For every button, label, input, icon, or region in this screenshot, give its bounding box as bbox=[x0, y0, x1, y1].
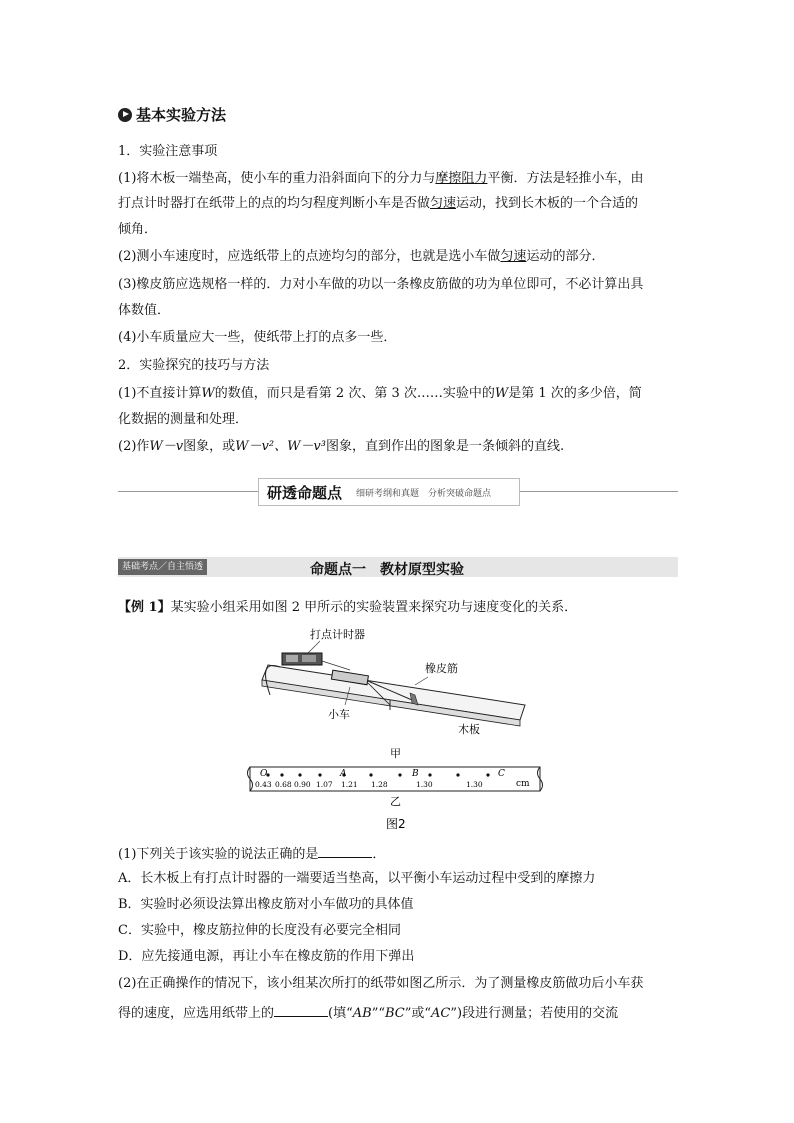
leader-line bbox=[415, 677, 428, 685]
text-span: (1)下列关于该实验的说法正确的是 bbox=[118, 847, 319, 862]
topic-header-bar bbox=[118, 557, 678, 577]
figure-caption: 图2 bbox=[386, 817, 406, 831]
text-span: (2)测小车速度时，应选纸带上的点迹均匀的部分，也就是选小车做 bbox=[118, 249, 501, 264]
label-timer: 打点计时器 bbox=[310, 628, 365, 641]
tape-point-label: O bbox=[260, 769, 268, 779]
math-segment: BC bbox=[384, 1006, 405, 1021]
text-span: 的数值，而只是看第 2 次、第 3 次……实验中的 bbox=[214, 386, 495, 401]
math-segment: AC bbox=[431, 1006, 451, 1021]
item1-title: 1．实验注意事项 bbox=[118, 144, 218, 159]
tape-interval-value: 1.30 bbox=[416, 780, 433, 789]
leader-line bbox=[308, 641, 320, 653]
text-span: 图象，直到作出的图象是一条倾斜的直线. bbox=[326, 439, 565, 454]
play-circle-icon bbox=[118, 108, 132, 122]
example-line bbox=[118, 599, 678, 616]
item1-p2 bbox=[118, 248, 678, 265]
text-span: 运动的部分． bbox=[526, 249, 605, 264]
label-rubber-band: 橡皮筋 bbox=[425, 662, 458, 675]
tape-dot bbox=[280, 773, 283, 776]
text-span: 打点计时器打在纸带上的点的均匀程度判断小车是否做 bbox=[118, 196, 431, 211]
math-w: W bbox=[494, 386, 509, 401]
underlined-answer: 匀速 bbox=[500, 249, 527, 264]
tape-interval-value: 1.07 bbox=[316, 780, 333, 789]
tape-dot bbox=[486, 773, 489, 776]
tape-point-label: B bbox=[412, 769, 419, 779]
topic-title: 命题点一 教材原型实验 bbox=[310, 562, 464, 578]
text-span: ”或“ bbox=[404, 1006, 432, 1021]
example-text: 某实验小组采用如图 2 甲所示的实验装置来探究功与速度变化的关系． bbox=[170, 600, 578, 615]
text-span: (1)不直接计算 bbox=[118, 386, 202, 401]
tape-interval-value: 1.28 bbox=[371, 780, 388, 789]
q2-line1: (2)在正确操作的情况下，该小组某次所打的纸带如图乙所示．为了测量橡皮筋做功后小车获 bbox=[118, 976, 644, 991]
item1-p1-line1 bbox=[118, 170, 678, 187]
answer-blank[interactable] bbox=[318, 845, 372, 858]
q1-option-d: D．应先接通电源，再让小车在橡皮筋的作用下弹出 bbox=[118, 949, 415, 964]
math-expression: W－v²、W－v³ bbox=[235, 439, 326, 454]
underlined-answer: 匀速 bbox=[430, 196, 457, 211]
q2-line2 bbox=[118, 1004, 678, 1022]
caption-jia: 甲 bbox=[390, 747, 401, 760]
experiment-figure bbox=[240, 625, 560, 840]
item1-p1-line2 bbox=[118, 195, 678, 212]
underlined-answer: 摩擦阻力 bbox=[435, 171, 488, 186]
text-span: ”)段进行测量；若使用的交流 bbox=[450, 1006, 619, 1021]
tape-dot bbox=[298, 773, 301, 776]
math-expression: W－v bbox=[149, 439, 184, 454]
q1-stem bbox=[118, 845, 678, 863]
q1-option-b: B．实验时必须设法算出橡皮筋对小车做功的具体值 bbox=[118, 897, 414, 912]
section-title-text: 基本实验方法 bbox=[136, 106, 227, 124]
item1-p3-line2: 体数值． bbox=[118, 303, 171, 318]
tape-point-label: A bbox=[340, 769, 347, 779]
text-span: 运动，找到长木板的一个合适的 bbox=[456, 196, 639, 211]
tape-dot bbox=[428, 773, 431, 776]
text-span: ”“ bbox=[371, 1006, 385, 1021]
timer-part bbox=[302, 655, 316, 662]
q1-option-c: C．实验中，橡皮筋拉伸的长度没有必要完全相同 bbox=[118, 923, 401, 938]
section-banner bbox=[258, 478, 520, 506]
topic-tag: 基础考点／自主悟透 bbox=[118, 559, 207, 575]
item2-p2 bbox=[118, 438, 678, 455]
paper-tape bbox=[322, 661, 350, 670]
section-heading bbox=[118, 104, 226, 125]
tape-interval-value: 1.30 bbox=[466, 780, 483, 789]
timer-part bbox=[286, 655, 298, 662]
item1-p1-line3: 倾角． bbox=[118, 222, 158, 237]
example-label: 【例 1】 bbox=[118, 600, 171, 615]
text-span: 平衡．方法是轻推小车，由 bbox=[487, 171, 644, 186]
text-span: 得的速度，应选用纸带上的 bbox=[118, 1006, 275, 1021]
item2-title: 2．实验探究的技巧与方法 bbox=[118, 358, 270, 373]
math-segment: AB bbox=[352, 1006, 372, 1021]
banner-title: 研透命题点 bbox=[267, 483, 343, 502]
tape-dot bbox=[398, 773, 401, 776]
item1-p4: (4)小车质量应大一些，使纸带上打的点多一些． bbox=[118, 330, 397, 345]
caption-yi: 乙 bbox=[390, 795, 401, 808]
text-span: (1)将木板一端垫高，使小车的重力沿斜面向下的分力与 bbox=[118, 171, 436, 186]
item2-p1-line1 bbox=[118, 385, 678, 402]
item1-p3-line1: (3)橡皮筋应选规格一样的．力对小车做的功以一条橡皮筋做的功为单位即可，不必计算出具 bbox=[118, 277, 644, 292]
tape-unit: cm bbox=[516, 779, 530, 789]
banner-subtitle: 细研考纲和真题 分析突破命题点 bbox=[356, 488, 492, 499]
tape-point-label: C bbox=[498, 769, 505, 779]
text-span: ． bbox=[372, 847, 386, 862]
text-span: 是第 1 次的多少倍，简 bbox=[508, 386, 642, 401]
label-cart: 小车 bbox=[328, 708, 350, 721]
label-board: 木板 bbox=[458, 723, 480, 736]
item2-p1-line2: 化数据的测量和处理． bbox=[118, 412, 249, 427]
tape-dot bbox=[318, 773, 321, 776]
answer-blank[interactable] bbox=[274, 1004, 328, 1017]
math-w: W bbox=[201, 386, 215, 401]
text-span: (填“ bbox=[328, 1006, 353, 1021]
tape-dot bbox=[456, 773, 459, 776]
tape-interval-value: 0.68 bbox=[275, 780, 292, 789]
tape-interval-value: 0.90 bbox=[294, 780, 311, 789]
tape-interval-value: 0.43 bbox=[255, 780, 272, 789]
text-span: 图象，或 bbox=[183, 439, 236, 454]
q1-option-a: A．长木板上有打点计时器的一端要适当垫高，以平衡小车运动过程中受到的摩擦力 bbox=[118, 871, 596, 886]
tape-dot bbox=[369, 773, 372, 776]
tape-interval-value: 1.21 bbox=[341, 780, 358, 789]
text-span: (2)作 bbox=[118, 439, 150, 454]
